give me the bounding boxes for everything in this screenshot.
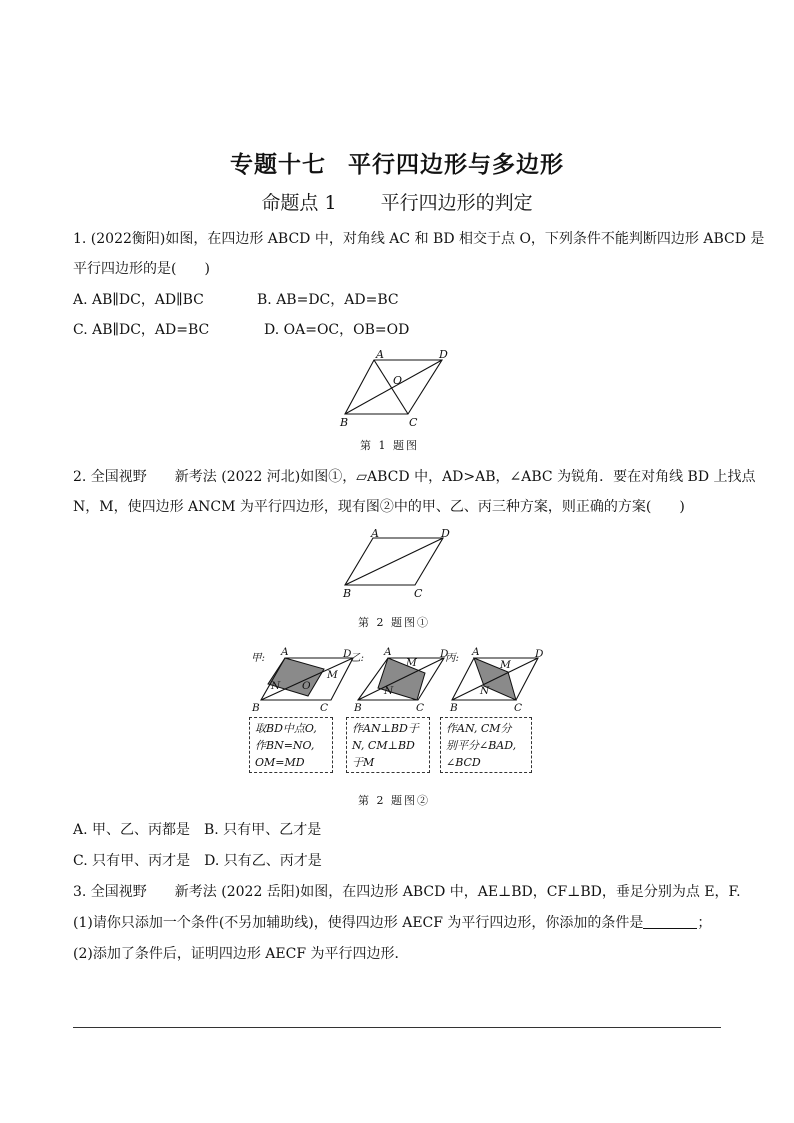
svg-text:A: A — [371, 527, 379, 540]
scheme-yi-box: 作AN⊥BD于 N, CM⊥BD 于M — [346, 717, 430, 773]
q1-option-d: D. OA=OC，OB=OD — [264, 322, 410, 338]
q2-options-cd: C. 只有甲、丙才是 D. 只有乙、丙才是 — [73, 853, 322, 869]
footer-rule — [73, 1027, 721, 1028]
scheme-bing-name: 丙: — [445, 652, 460, 664]
q1-stem-line2: 平行四边形的是( ) — [73, 261, 210, 277]
scheme-yi-name: 乙: — [350, 652, 365, 664]
svg-text:B: B — [343, 587, 352, 600]
scheme-jia-figure — [248, 644, 360, 714]
q1-option-a: A. AB∥DC，AD∥BC — [73, 292, 204, 308]
svg-text:D: D — [441, 527, 450, 540]
q3-stem-line1: 3. 全国视野 新考法 (2022 岳阳)如图，在四边形 ABCD 中，AE⊥BD，CF⊥BD，垂足分别为点 E，F. — [73, 884, 741, 900]
svg-text:B: B — [450, 702, 458, 714]
q2-figure-1 — [340, 526, 456, 602]
svg-text:C: C — [514, 702, 523, 714]
svg-text:D: D — [343, 648, 352, 660]
q1-label-c: C — [409, 416, 418, 429]
section-subtitle: 命题点 1 平行四边形的判定 — [261, 192, 533, 214]
svg-text:N: N — [271, 680, 281, 692]
svg-text:B: B — [354, 702, 362, 714]
q1-label-o: O — [393, 374, 403, 387]
scheme-bing-figure — [445, 644, 552, 714]
svg-text:C: C — [416, 702, 425, 714]
svg-text:D: D — [440, 648, 449, 660]
q2-stem-line2: N，M，使四边形 ANCM 为平行四边形，现有图②中的甲、乙、丙三种方案，则正确的方案( ) — [73, 499, 685, 515]
scheme-bing-box: 作AN, CM分 别平分∠BAD, ∠BCD — [440, 717, 532, 773]
q3-part1: (1)请你只添加一个条件(不另加辅助线)，使得四边形 AECF 为平行四边形，你添加的条件是 ； — [73, 915, 712, 931]
svg-text:B: B — [252, 702, 260, 714]
svg-text:A: A — [384, 646, 392, 658]
svg-text:A: A — [472, 646, 480, 658]
q2-caption-2: 第 2 题图② — [358, 794, 430, 807]
q2-caption-1: 第 2 题图① — [358, 616, 430, 629]
scheme-jia-name: 甲: — [251, 652, 266, 664]
q3-answer-blank[interactable] — [643, 914, 697, 929]
q1-caption: 第 1 题图 — [360, 439, 419, 452]
svg-text:C: C — [320, 702, 329, 714]
q1-stem-line1: 1. (2022衡阳)如图，在四边形 ABCD 中，对角线 AC 和 BD 相交于点 O，下列条件不能判断四边形 ABCD 是 — [73, 231, 765, 247]
svg-text:O: O — [302, 680, 311, 692]
q1-label-b: B — [340, 416, 349, 429]
q2-options-ab: A. 甲、乙、丙都是 B. 只有甲、乙才是 — [73, 822, 322, 838]
svg-text:N: N — [384, 685, 394, 697]
q1-label-a: A — [376, 348, 384, 361]
q1-option-c: C. AB∥DC，AD=BC — [73, 322, 210, 338]
svg-text:M: M — [406, 657, 417, 669]
scheme-yi-figure — [350, 644, 454, 714]
svg-text:M: M — [327, 669, 338, 681]
svg-text:N: N — [480, 685, 490, 697]
svg-text:A: A — [281, 646, 289, 658]
svg-text:C: C — [414, 587, 423, 600]
svg-text:M: M — [500, 659, 511, 671]
svg-text:D: D — [535, 648, 544, 660]
q2-stem-line1: 2. 全国视野 新考法 (2022 河北)如图①，▱ABCD 中，AD>AB，∠ABC 为锐角．要在对角线 BD 上找点 — [73, 469, 756, 485]
q3-part2: (2)添加了条件后，证明四边形 AECF 为平行四边形． — [73, 946, 409, 962]
q1-label-d: D — [439, 348, 448, 361]
q1-figure — [340, 346, 456, 428]
page-title: 专题十七 平行四边形与多边形 — [230, 151, 564, 178]
q1-option-b: B. AB=DC，AD=BC — [257, 292, 399, 308]
scheme-jia-box: 取BD中点O, 作BN=NO, OM=MD — [249, 717, 333, 773]
